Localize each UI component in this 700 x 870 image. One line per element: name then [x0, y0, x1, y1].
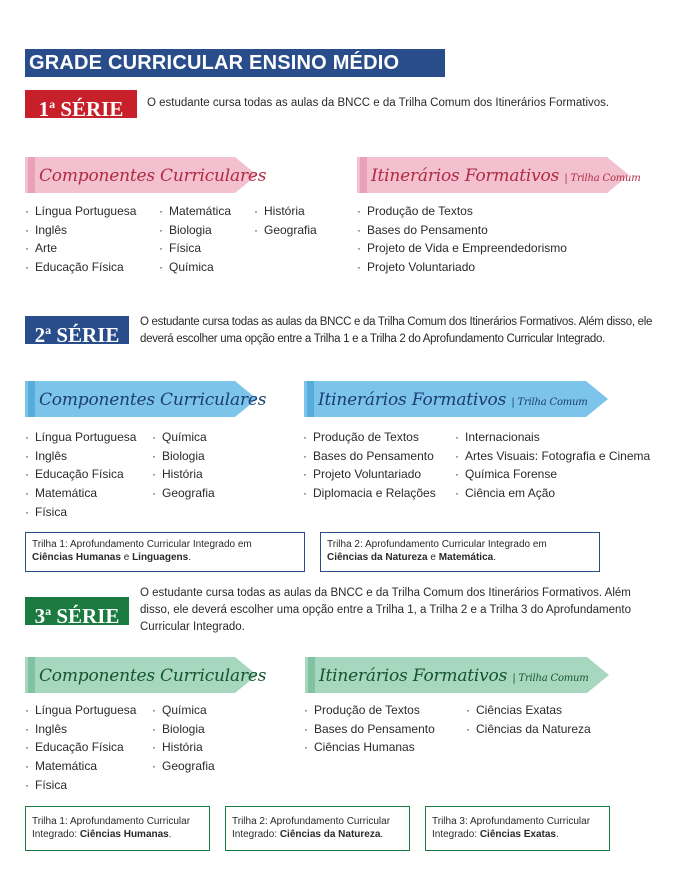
- serie-1-itinerarios-ribbon: [357, 157, 641, 193]
- list-item: · Educação Física: [25, 465, 136, 484]
- list-item: · Artes Visuais: Fotografia e Cinema: [455, 447, 650, 466]
- list-item: · Língua Portuguesa: [25, 202, 136, 221]
- list-item: · Projeto Voluntariado: [357, 258, 567, 277]
- list-item: · Bases do Pensamento: [303, 447, 436, 466]
- list-item: · História: [254, 202, 317, 221]
- serie-3-itinerarios-subtitle: | Trilha Comum: [512, 673, 589, 684]
- serie-3-componentes-title: Componentes Curriculares: [39, 666, 267, 686]
- serie-3-description-line: O estudante cursa todas as aulas da BNCC e da Trilha Comum dos Itinerários Formativos. Além: [140, 587, 631, 599]
- serie-3-itinerarios-col-2: [466, 701, 591, 738]
- serie-3-componentes-ribbon: [25, 657, 267, 693]
- page-title: GRADE CURRICULAR ENSINO MÉDIO: [25, 49, 445, 77]
- serie-3-ordinal: a: [45, 604, 52, 618]
- serie-1-componentes-col-2: [159, 202, 231, 277]
- serie-1-word: SÉRIE: [60, 97, 124, 121]
- trilha-prefix: Integrado:: [232, 829, 280, 840]
- serie-1-number: 1: [38, 97, 50, 121]
- serie-2-itinerarios-ribbon: [304, 381, 608, 417]
- list-item: · Química Forense: [455, 465, 650, 484]
- trilha-line: Trilha 2: Aprofundamento Curricular: [232, 816, 391, 827]
- list-item: · Arte: [25, 239, 136, 258]
- serie-2-description-line: deverá escolher uma opção entre a Trilha 1 e a Trilha 2 do Aprofundamento Curricular Integrado.: [140, 333, 606, 345]
- trilha-prefix: Integrado:: [32, 829, 80, 840]
- list-item: · Física: [25, 776, 136, 795]
- serie-1-badge: [25, 90, 137, 121]
- serie-2-description: [140, 314, 680, 348]
- serie-1-componentes-title: Componentes Curriculares: [39, 166, 267, 186]
- list-item: · Internacionais: [455, 428, 650, 447]
- serie-2-componentes-title: Componentes Curriculares: [39, 390, 267, 410]
- list-item: · Matemática: [25, 757, 136, 776]
- list-item: · Língua Portuguesa: [25, 701, 136, 720]
- serie-3-word: SÉRIE: [56, 604, 120, 628]
- serie-2-trilha-1-box: [25, 532, 305, 572]
- trilha-end: .: [380, 829, 384, 840]
- serie-2-itinerarios-col-2: [455, 428, 650, 503]
- trilha-highlight: Linguagens: [132, 552, 189, 563]
- serie-1-itinerarios-col-1: [357, 202, 567, 277]
- serie-3-description: [140, 585, 680, 636]
- list-item: · Geografia: [254, 221, 317, 240]
- list-item: · Biologia: [152, 447, 215, 466]
- serie-3-badge: [25, 597, 129, 628]
- serie-1-componentes-col-3: [254, 202, 317, 239]
- serie-1-itinerarios-title: Itinerários Formativos: [371, 166, 560, 186]
- serie-3-itinerarios-ribbon: [305, 657, 609, 693]
- trilha-end: .: [555, 829, 559, 840]
- trilha-highlight: Ciências da Natureza: [327, 552, 428, 563]
- trilha-line: Trilha 2: Aprofundamento Curricular Integrado em: [327, 539, 547, 550]
- list-item: · Geografia: [152, 484, 215, 503]
- list-item: · Geografia: [152, 757, 215, 776]
- list-item: · Inglês: [25, 720, 136, 739]
- serie-3-description-line: Curricular Integrado.: [140, 621, 245, 633]
- serie-1-itinerarios-subtitle: | Trilha Comum: [564, 173, 641, 184]
- list-item: · Química: [152, 428, 215, 447]
- serie-2-itinerarios-title: Itinerários Formativos: [318, 390, 507, 410]
- list-item: · Física: [25, 503, 136, 522]
- serie-1-componentes-col-1: [25, 202, 136, 277]
- serie-1-ordinal: a: [49, 97, 56, 111]
- list-item: · Língua Portuguesa: [25, 428, 136, 447]
- list-item: · Matemática: [25, 484, 136, 503]
- list-item: · Diplomacia e Relações: [303, 484, 436, 503]
- list-item: · Física: [159, 239, 231, 258]
- serie-3-trilha-1-box: [25, 806, 210, 851]
- serie-1-description: O estudante cursa todas as aulas da BNCC e da Trilha Comum dos Itinerários Formativos.: [147, 97, 610, 109]
- serie-2-trilha-2-box: [320, 532, 600, 572]
- list-item: · Biologia: [159, 221, 231, 240]
- serie-3-trilha-2-box: [225, 806, 410, 851]
- list-item: · Ciências Humanas: [304, 738, 435, 757]
- serie-2-itinerarios-col-1: [303, 428, 436, 503]
- list-item: · Produção de Textos: [303, 428, 436, 447]
- list-item: · História: [152, 738, 215, 757]
- serie-3-componentes-col-2: [152, 701, 215, 776]
- serie-2-ordinal: a: [45, 323, 52, 337]
- list-item: · Bases do Pensamento: [357, 221, 567, 240]
- trilha-highlight: Ciências Humanas: [32, 552, 121, 563]
- trilha-line: Trilha 1: Aprofundamento Curricular: [32, 816, 191, 827]
- list-item: · Produção de Textos: [357, 202, 567, 221]
- list-item: · Projeto de Vida e Empreendedorismo: [357, 239, 567, 258]
- list-item: · Inglês: [25, 447, 136, 466]
- serie-1-componentes-ribbon: [25, 157, 267, 193]
- list-item: · História: [152, 465, 215, 484]
- list-item: · Ciências Exatas: [466, 701, 591, 720]
- trilha-highlight: Ciências da Natureza: [279, 829, 381, 840]
- serie-3-itinerarios-col-1: [304, 701, 435, 757]
- trilha-end: .: [493, 552, 496, 563]
- trilha-line: Trilha 3: Aprofundamento Curricular: [432, 816, 591, 827]
- trilha-highlight: Ciências Humanas: [79, 829, 169, 840]
- serie-3-description-line: disso, ele deverá escolher uma opção entre a Trilha 1, a Trilha 2 e a Trilha 3 do Aprofundamento: [140, 604, 631, 616]
- trilha-connector: e: [120, 552, 133, 563]
- serie-2-description-line: O estudante cursa todas as aulas da BNCC e da Trilha Comum dos Itinerários Formativos. Além disso, ele: [140, 316, 653, 328]
- trilha-connector: e: [427, 552, 439, 563]
- serie-2-word: SÉRIE: [56, 323, 120, 347]
- trilha-highlight: Ciências Exatas: [479, 829, 556, 840]
- serie-2-componentes-col-1: [25, 428, 136, 522]
- list-item: · Educação Física: [25, 258, 136, 277]
- serie-2-number: 2: [34, 323, 46, 347]
- list-item: · Inglês: [25, 221, 136, 240]
- serie-3-number: 3: [34, 604, 46, 628]
- list-item: · Ciência em Ação: [455, 484, 650, 503]
- serie-2-badge: [25, 316, 129, 347]
- serie-2-itinerarios-subtitle: | Trilha Comum: [511, 397, 588, 408]
- list-item: · Projeto Voluntariado: [303, 465, 436, 484]
- serie-2-componentes-col-2: [152, 428, 215, 503]
- list-item: · Educação Física: [25, 738, 136, 757]
- list-item: · Bases do Pensamento: [304, 720, 435, 739]
- trilha-end: .: [188, 552, 191, 563]
- list-item: · Ciências da Natureza: [466, 720, 591, 739]
- list-item: · Biologia: [152, 720, 215, 739]
- serie-3-componentes-col-1: [25, 701, 136, 795]
- trilha-highlight: Matemática: [438, 552, 494, 563]
- serie-3-trilha-3-box: [425, 806, 610, 851]
- list-item: · Produção de Textos: [304, 701, 435, 720]
- list-item: · Química: [152, 701, 215, 720]
- serie-3-itinerarios-title: Itinerários Formativos: [319, 666, 508, 686]
- list-item: · Matemática: [159, 202, 231, 221]
- list-item: · Química: [159, 258, 231, 277]
- trilha-line: Trilha 1: Aprofundamento Curricular Integrado em: [32, 539, 252, 550]
- serie-2-componentes-ribbon: [25, 381, 267, 417]
- trilha-prefix: Integrado:: [432, 829, 480, 840]
- trilha-end: .: [168, 829, 172, 840]
